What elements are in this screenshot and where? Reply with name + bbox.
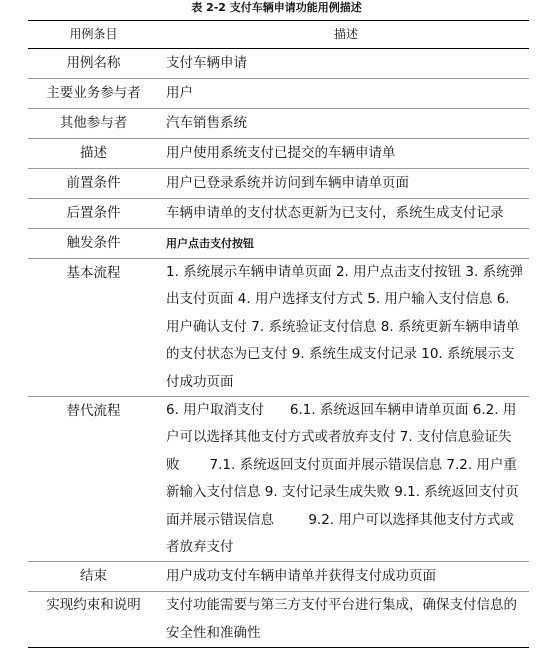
row-label: 后置条件 — [28, 199, 159, 229]
row-label: 实现约束和说明 — [28, 592, 159, 648]
use-case-table — [28, 20, 529, 648]
table-caption: 表 2-2 支付车辆申请功能用例描述 — [191, 1, 362, 14]
table-row — [28, 49, 529, 79]
table-row — [28, 199, 529, 229]
row-label: 其他参与者 — [28, 109, 159, 139]
table-header-row — [28, 21, 529, 49]
table-row — [28, 79, 529, 109]
table-row — [28, 397, 529, 562]
row-label: 前置条件 — [28, 169, 159, 199]
row-value: 汽车销售系统 — [159, 109, 529, 139]
row-value: 用户已登录系统并访问到车辆申请单页面 — [159, 169, 529, 199]
row-label: 替代流程 — [28, 397, 159, 562]
row-value: 用户使用系统支付已提交的车辆申请单 — [159, 139, 529, 169]
row-value: 6. 用户取消支付 6.1. 系统返回车辆申请单页面 6.2. 用户可以选择其他支付方式或者放弃支付 7. 支付信息验证失败 7.1. 系统返回支付页面并展示错误信息 7.2. 用户重新输入支付信息 9. 支付记录生成失败 9.1. 系统返回支付页面并展示错误信息 9.2. 用户可以选择其他支付方式或者放弃支付 — [159, 397, 529, 562]
row-label: 触发条件 — [28, 229, 159, 259]
header-description-column: 描述 — [159, 21, 529, 49]
row-label: 用例名称 — [28, 49, 159, 79]
row-value: 1. 系统展示车辆申请单页面 2. 用户点击支付按钮 3. 系统弹出支付页面 4. 用户选择支付方式 5. 用户输入支付信息 6. 用户确认支付 7. 系统验证支付信息 8. 系统更新车辆申请单的支付状态为已支付 9. 系统生成支付记录 10. 系统展示支付成功页面 — [159, 259, 529, 397]
row-label: 描述 — [28, 139, 159, 169]
row-value: 用户 — [159, 79, 529, 109]
table-row — [28, 109, 529, 139]
row-label: 结束 — [28, 562, 159, 592]
table-row — [28, 562, 529, 592]
row-label: 主要业务参与者 — [28, 79, 159, 109]
header-label-column: 用例条目 — [28, 21, 159, 49]
table-row — [28, 139, 529, 169]
table-row — [28, 229, 529, 259]
row-value: 支付车辆申请 — [159, 49, 529, 79]
row-value: 支付功能需要与第三方支付平台进行集成，确保支付信息的安全性和准确性 — [159, 592, 529, 648]
table-row — [28, 259, 529, 397]
row-value: 用户成功支付车辆申请单并获得支付成功页面 — [159, 562, 529, 592]
row-value: 用户点击支付按钮 — [159, 229, 529, 259]
row-label: 基本流程 — [28, 259, 159, 397]
table-row — [28, 169, 529, 199]
table-row — [28, 592, 529, 648]
row-value: 车辆申请单的支付状态更新为已支付，系统生成支付记录 — [159, 199, 529, 229]
